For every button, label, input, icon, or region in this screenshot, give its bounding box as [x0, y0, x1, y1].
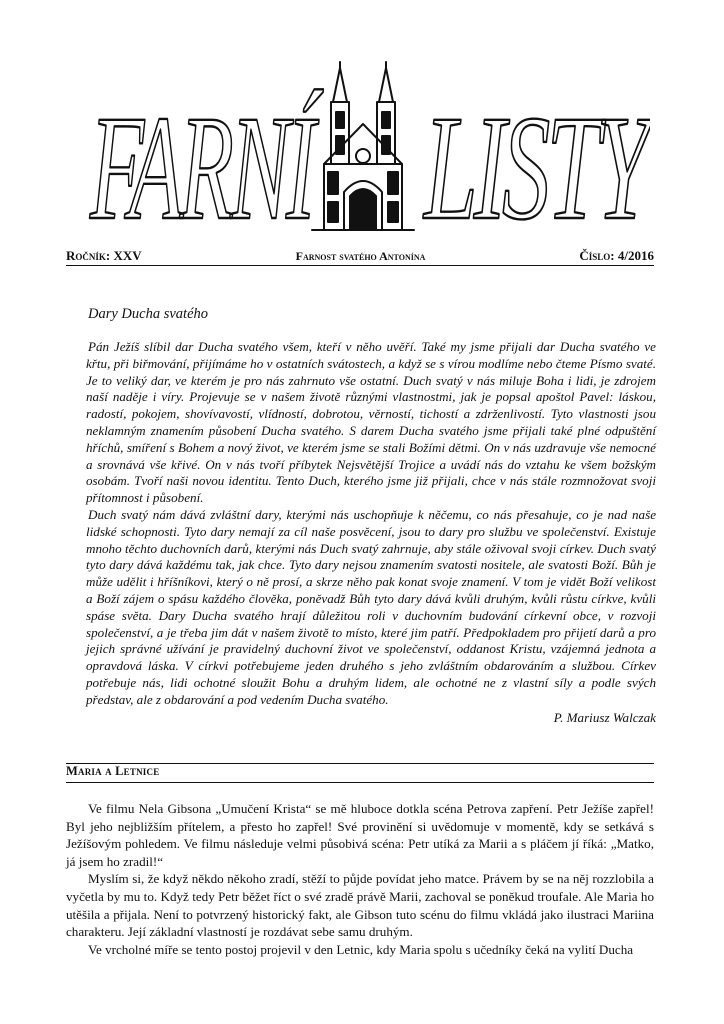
article-body	[66, 800, 654, 958]
volume-label: Ročník: XXV	[66, 248, 142, 263]
masthead-title-word2: LISTY	[422, 85, 650, 235]
issue-header	[66, 248, 654, 264]
article-paragraph: Myslím si, že když někdo někoho zradí, stěží to půjde povídat jeho matce. Právem by se na něj rozzlobila a vyčetla by mu to. Když tedy Petr běžet říct o své zradě právě Marii, zachoval se poněkud troufale. Ale Maria ho utěšila a přijala. Není to potvrzený historický fakt, ale Gibson tuto scénu do filmu vkládá jako ilustraci Mariina charakteru. Její základní vlastností je rozdávat sebe samu druhým.	[66, 871, 654, 940]
article-title: Dary Ducha svatého	[88, 306, 209, 322]
header-divider	[66, 265, 654, 266]
article-dary-ducha	[86, 306, 656, 726]
article-paragraph: Duch svatý nám dává zvláštní dary, kterými nás uschopňuje k něčemu, co nás přesahuje, co je nad naše lidské schopnosti. Tyto dary nemají za cíl naše posvěcení, jsou to dary pro službu ve společenství. Existuje mnoho těchto duchovních darů, kterými nás Duch svatý zahrnuje, aby stále oživoval svoji církev. Duch svatý tyto dary dává každému tak, jak chce. Tyto dary nejsou znamením svatosti nositele, ale svatosti Boží. Bůh je může udělit i hříšníkovi, který o ně prosí, a skrze něho pak konat svoje znamení. V tom je vidět Boží velikost a Boží zájem o spásu každého člověka, poněvadž Bůh tyto dary dává kvůli druhým, kvůli růstu církve, kvůli spáse světa. Dary Ducha svatého hrají důležitou roli v duchovním budování církevní obce, v rozvoji společenství, a je třeba jim dát v našem životě to místo, které jim patří. Předpokladem pro přijetí darů a pro jejich správné užívání je pravidelný duchovní život ve společenství, oddanost Kristu, vzájemná jednota a opravdová láska. V církvi potřebujeme jeden druhého s jeho zvláštním obdarováním a službou. Církev potřebuje nás, lidi ochotné sloužit Bohu a druhým lidem, ale ochotné ne z vlastní síly a podle svých představ, ale z obdarování a pod vedením Ducha svatého.	[86, 506, 656, 707]
masthead-artwork	[86, 60, 650, 235]
article-body	[86, 339, 656, 709]
article-paragraph: Ve vrcholné míře se tento postoj projevil v den Letnic, kdy Maria spolu s učedníky čeká na vylití Ducha	[88, 941, 634, 957]
article-paragraph: Ve filmu Nela Gibsona „Umučení Krista“ se mě hluboce dotkla scéna Petrova zapření. Petr Ježíše zapřel! Byl jeho nejbližším přítelem, a přesto ho zapřel! Své provinění si uvědomuje v momentě, kdy se setkává s Ježíšovým pohledem. Ve filmu následuje velmi působivá scéna: Petr utíká za Marii a s pláčem jí říká: „Matko, já jsem ho zradil!“	[66, 801, 654, 869]
issue-number: Číslo: 4/2016	[579, 248, 654, 263]
section-title: Maria a Letnice	[66, 764, 160, 778]
article-maria-letnice	[66, 800, 654, 958]
parish-name: Farnost svatého Antonína	[295, 249, 426, 263]
masthead	[86, 60, 650, 235]
masthead-title-word1: FARNÍ	[89, 85, 324, 235]
church-drawing	[312, 62, 414, 230]
article-author: P. Mariusz Walczak	[553, 709, 656, 725]
section-divider-bottom	[66, 782, 654, 783]
article-paragraph: Pán Ježíš slíbil dar Ducha svatého všem, kteří v něho uvěří. Také my jsme přijali dar Ducha svatého ve křtu, při biřmování, přijímáme ho v ostatních svátostech, a když se s vírou modlíme nebo čteme Písmo svaté. Je to veliký dar, ve kterém je pro nás zahrnuto vše ostatní. Duch svatý v nás miluje Boha i lidi, je zdrojem naší naděje i víry. Projevuje se v našem životě různými vlastnostmi, jak je popsal apoštol Pavel: láskou, radostí, pokojem, shovívavostí, vlídností, dobrotou, věrností, tichostí a zdrženlivostí. Tyto vlastnosti jsou neklamným znamením působení Ducha svatého. S darem Ducha svatého jsme přijali také plné odpuštění hříchů, smíření s Bohem a nový život, ve kterém jsme se stali Božími dětmi. On v nás uzdravuje vše nemocné a srovnává vše křivé. On v nás tvoří příbytek Nejsvětější Trojice a uvádí nás do vztahu ke všem božským osobám. Tvoří naši novou identitu. Tento Duch, kterého jsme již přijali, chce v nás stále rozmnožovat svoji přítomnost i působení.	[86, 339, 656, 506]
